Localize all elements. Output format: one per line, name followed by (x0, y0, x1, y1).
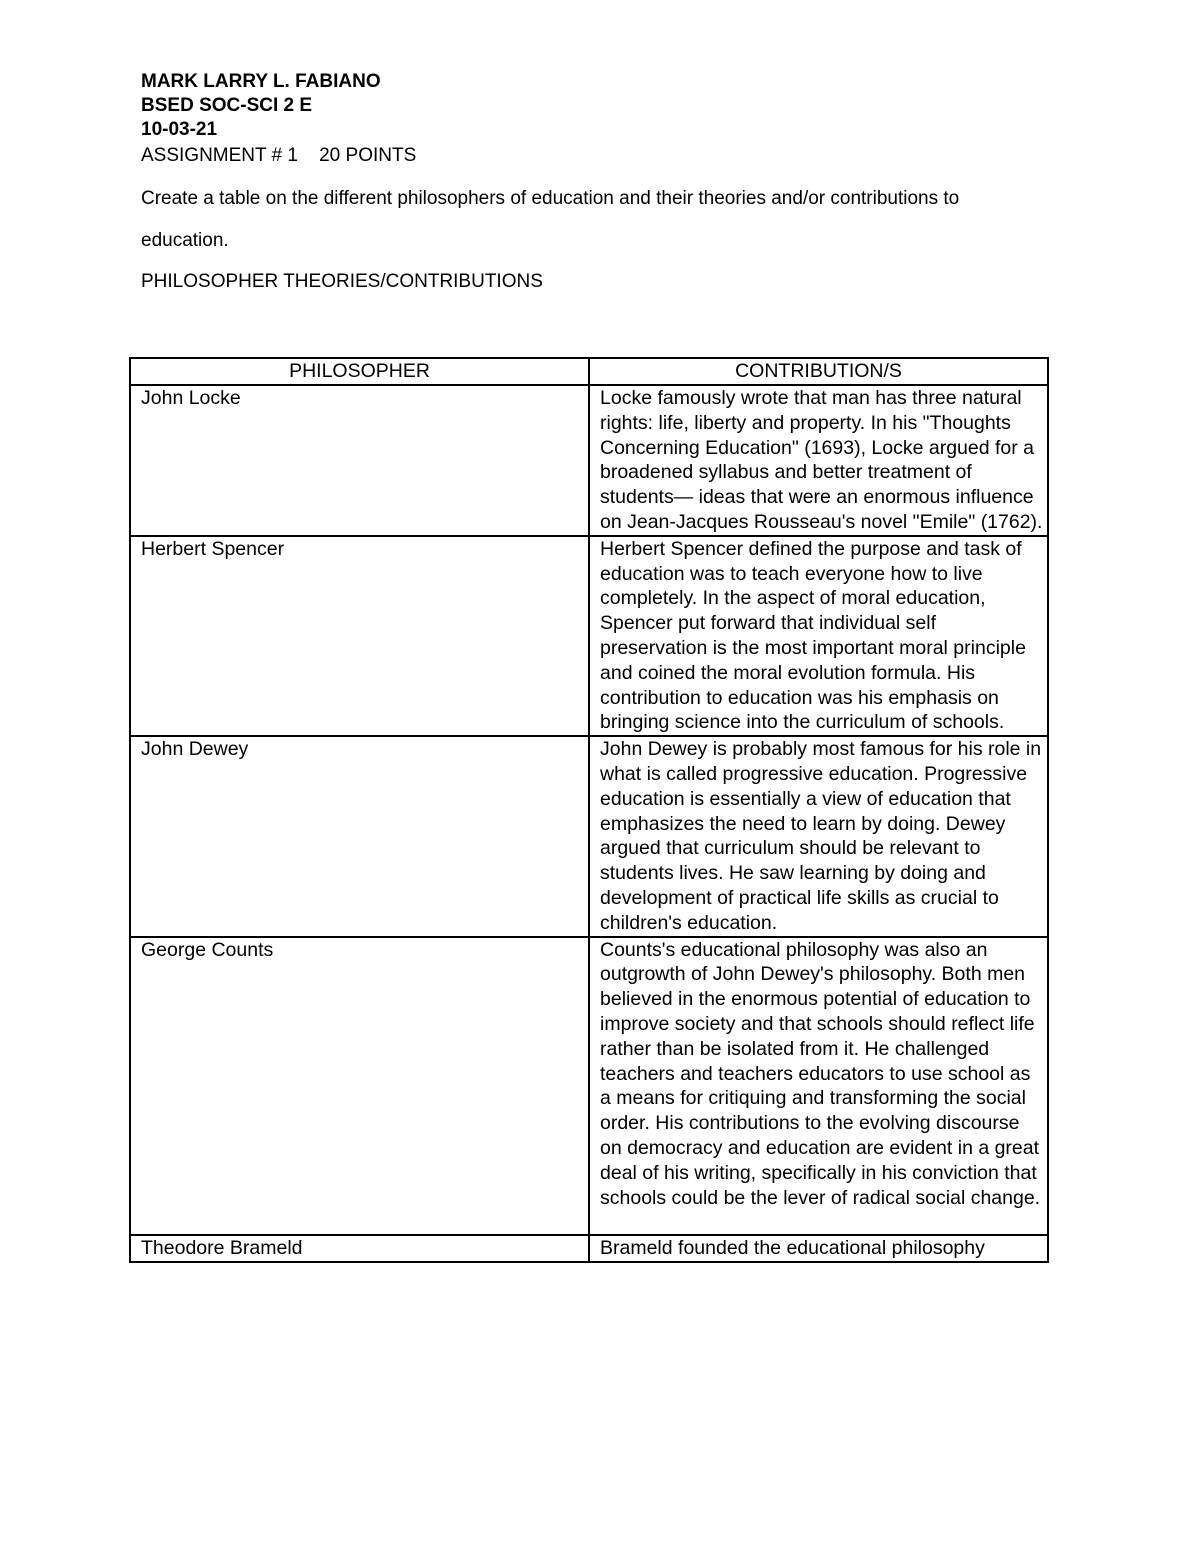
contribution-cell: Brameld founded the educational philosophy (589, 1235, 1048, 1262)
assignment-line (141, 144, 1061, 168)
submission-date: 10-03-21 (141, 119, 218, 140)
course-section: BSED SOC-SCI 2 E (141, 95, 313, 116)
contribution-cell: Locke famously wrote that man has three natural rights: life, liberty and property. In his "Thoughts Concerning Education" (1693), Locke argued for a broadened syllabus and better treatment of students— ideas that were an enormous influence on Jean-Jacques Rousseau's novel "Emile" (1762). (589, 385, 1048, 536)
assignment-instructions: Create a table on the different philosophers of education and their theories and/or contributions to education. (141, 188, 960, 251)
table-subheading: PHILOSOPHER THEORIES/CONTRIBUTIONS (141, 271, 543, 292)
assignment-number: ASSIGNMENT # 1 (141, 145, 298, 166)
philosopher-cell: John Locke (130, 385, 589, 536)
contribution-cell: John Dewey is probably most famous for his role in what is called progressive education. Progressive education is essentially a view of education that emphasizes the need to learn by doing. Dewey argued that curriculum should be relevant to students lives. He saw learning by doing and development of practical life skills as crucial to children's education. (589, 736, 1048, 936)
document-header (141, 70, 1061, 294)
philosopher-cell: John Dewey (130, 736, 589, 936)
table-row (130, 385, 1048, 536)
philosopher-cell: George Counts (130, 937, 589, 1236)
column-header-philosopher: PHILOSOPHER (130, 358, 589, 385)
table-header-row (130, 358, 1048, 385)
contribution-cell: Counts's educational philosophy was also an outgrowth of John Dewey's philosophy. Both men believed in the enormous potential of education to improve society and that schools should reflect life rather than be isolated from it. He challenged teachers and teachers educators to use school as a means for critiquing and transforming the social order. His contributions to the evolving discourse on democracy and education are evident in a great deal of his writing, specifically in his conviction that schools could be the lever of radical social change. (589, 937, 1048, 1236)
column-header-contributions: CONTRIBUTION/S (589, 358, 1048, 385)
table-row (130, 536, 1048, 736)
philosopher-cell: Theodore Brameld (130, 1235, 589, 1262)
philosophers-table (129, 357, 1049, 1263)
student-name: MARK LARRY L. FABIANO (141, 71, 381, 92)
table-row (130, 937, 1048, 1236)
assignment-points: 20 POINTS (319, 145, 417, 166)
table-row (130, 736, 1048, 936)
contribution-cell: Herbert Spencer defined the purpose and task of education was to teach everyone how to live completely. In the aspect of moral education, Spencer put forward that individual self preservation is the most important moral principle and coined the moral evolution formula. His contribution to education was his emphasis on bringing science into the curriculum of schools. (589, 536, 1048, 736)
table-row (130, 1235, 1048, 1262)
philosopher-cell: Herbert Spencer (130, 536, 589, 736)
